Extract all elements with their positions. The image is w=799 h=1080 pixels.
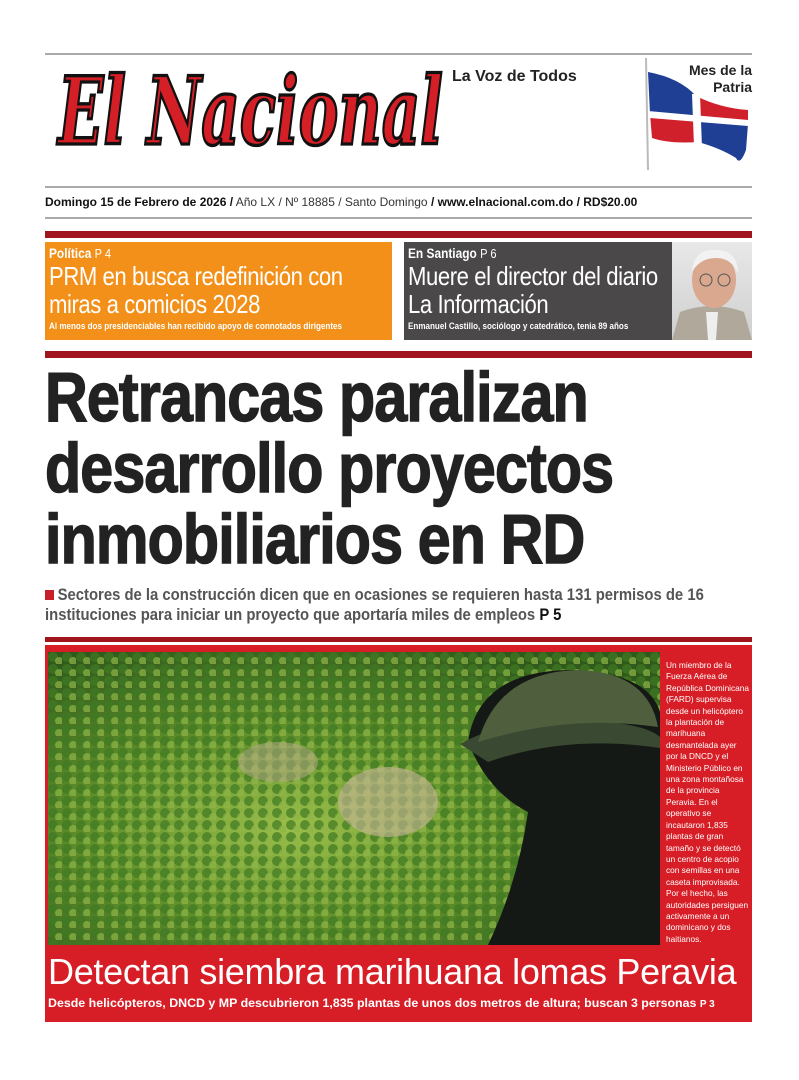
section-label: Política: [49, 245, 92, 261]
tagline: La Voz de Todos: [452, 68, 577, 85]
teaser-kicker: [408, 245, 669, 262]
page-ref: P 5: [539, 606, 562, 624]
section-label: En Santiago: [408, 245, 477, 261]
teaser-headline: Muere el director del diario La Información: [408, 261, 658, 319]
teaser-content: [408, 245, 669, 332]
red-bar: [45, 637, 752, 642]
teaser-politica[interactable]: [45, 242, 392, 340]
teaser-kicker: [49, 245, 389, 262]
teaser-summary: Enmanuel Castillo, sociólogo y catedrático, tenia 89 años: [408, 321, 629, 332]
teaser-summary: Al menos dos presidenciables han recibido apoyo de connotados dirigentes: [49, 321, 343, 332]
logo[interactable]: El Nacional: [58, 55, 443, 167]
photo-caption: Un miembro de la Fuerza Aérea de República Dominicana (FARD) supervisa desde un helicóptero la plantación de marihuana desmantelada ayer por la DNCD y el Ministerio Público en una zona montañosa de la provincia Peravia. En el operativo se incautaron 1,835 plantas de gran tamaño y se detectó un centro de acopio con semillas en una caseta improvisada. Por el hecho, las autoridades persiguen activamente a un dominicano y dos haitianos.: [666, 660, 750, 944]
lead-summary: [45, 585, 756, 625]
red-bar: [45, 231, 752, 238]
page-ref: P 6: [480, 246, 497, 261]
rule: [45, 217, 752, 219]
price: RD$20.00: [583, 195, 638, 209]
feature-headline[interactable]: Detectan siembra marihuana lomas Peravia: [48, 951, 737, 992]
teaser-headline: PRM en busca redefinición con miras a comicios 2028: [49, 261, 343, 319]
website-link[interactable]: www.elnacional.com.do: [437, 195, 574, 209]
lead-headline[interactable]: Retrancas paralizan desarrollo proyectos inmobiliarios en RD: [45, 358, 614, 578]
bullet-square-icon: [45, 590, 54, 600]
feature-summary: [48, 996, 715, 1010]
lead-summary-text: Sectores de la construcción dicen que en ocasiones se requieren hasta 131 permisos de 16 instituciones para iniciar un proyecto que aportaría miles de empleos: [45, 586, 704, 624]
date: Domingo 15 de Febrero de 2026: [45, 195, 227, 209]
edition: Año LX / Nº 18885 / Santo Domingo: [235, 195, 428, 209]
page-ref: P 4: [94, 246, 112, 261]
red-bar: [45, 351, 752, 358]
top-rule: [45, 53, 752, 55]
mes-de-la-patria-label: Mes de la Patria: [688, 62, 752, 95]
feature-photo[interactable]: [48, 652, 660, 945]
rule: [45, 186, 752, 188]
portrait-photo: [672, 242, 752, 340]
teaser-content: [49, 245, 389, 332]
dateline: Domingo 15 de Febrero de 2026 / Año LX / Nº 18885 / Santo Domingo / www.elnacional.com.do / RD$20.00: [45, 195, 638, 209]
feature-summary-text: Desde helicópteros, DNCD y MP descubrieron 1,835 plantas de unos dos metros de altura; buscan 3 personas: [48, 996, 697, 1010]
teaser-santiago[interactable]: [404, 242, 672, 340]
page-ref: P 3: [699, 999, 715, 1010]
